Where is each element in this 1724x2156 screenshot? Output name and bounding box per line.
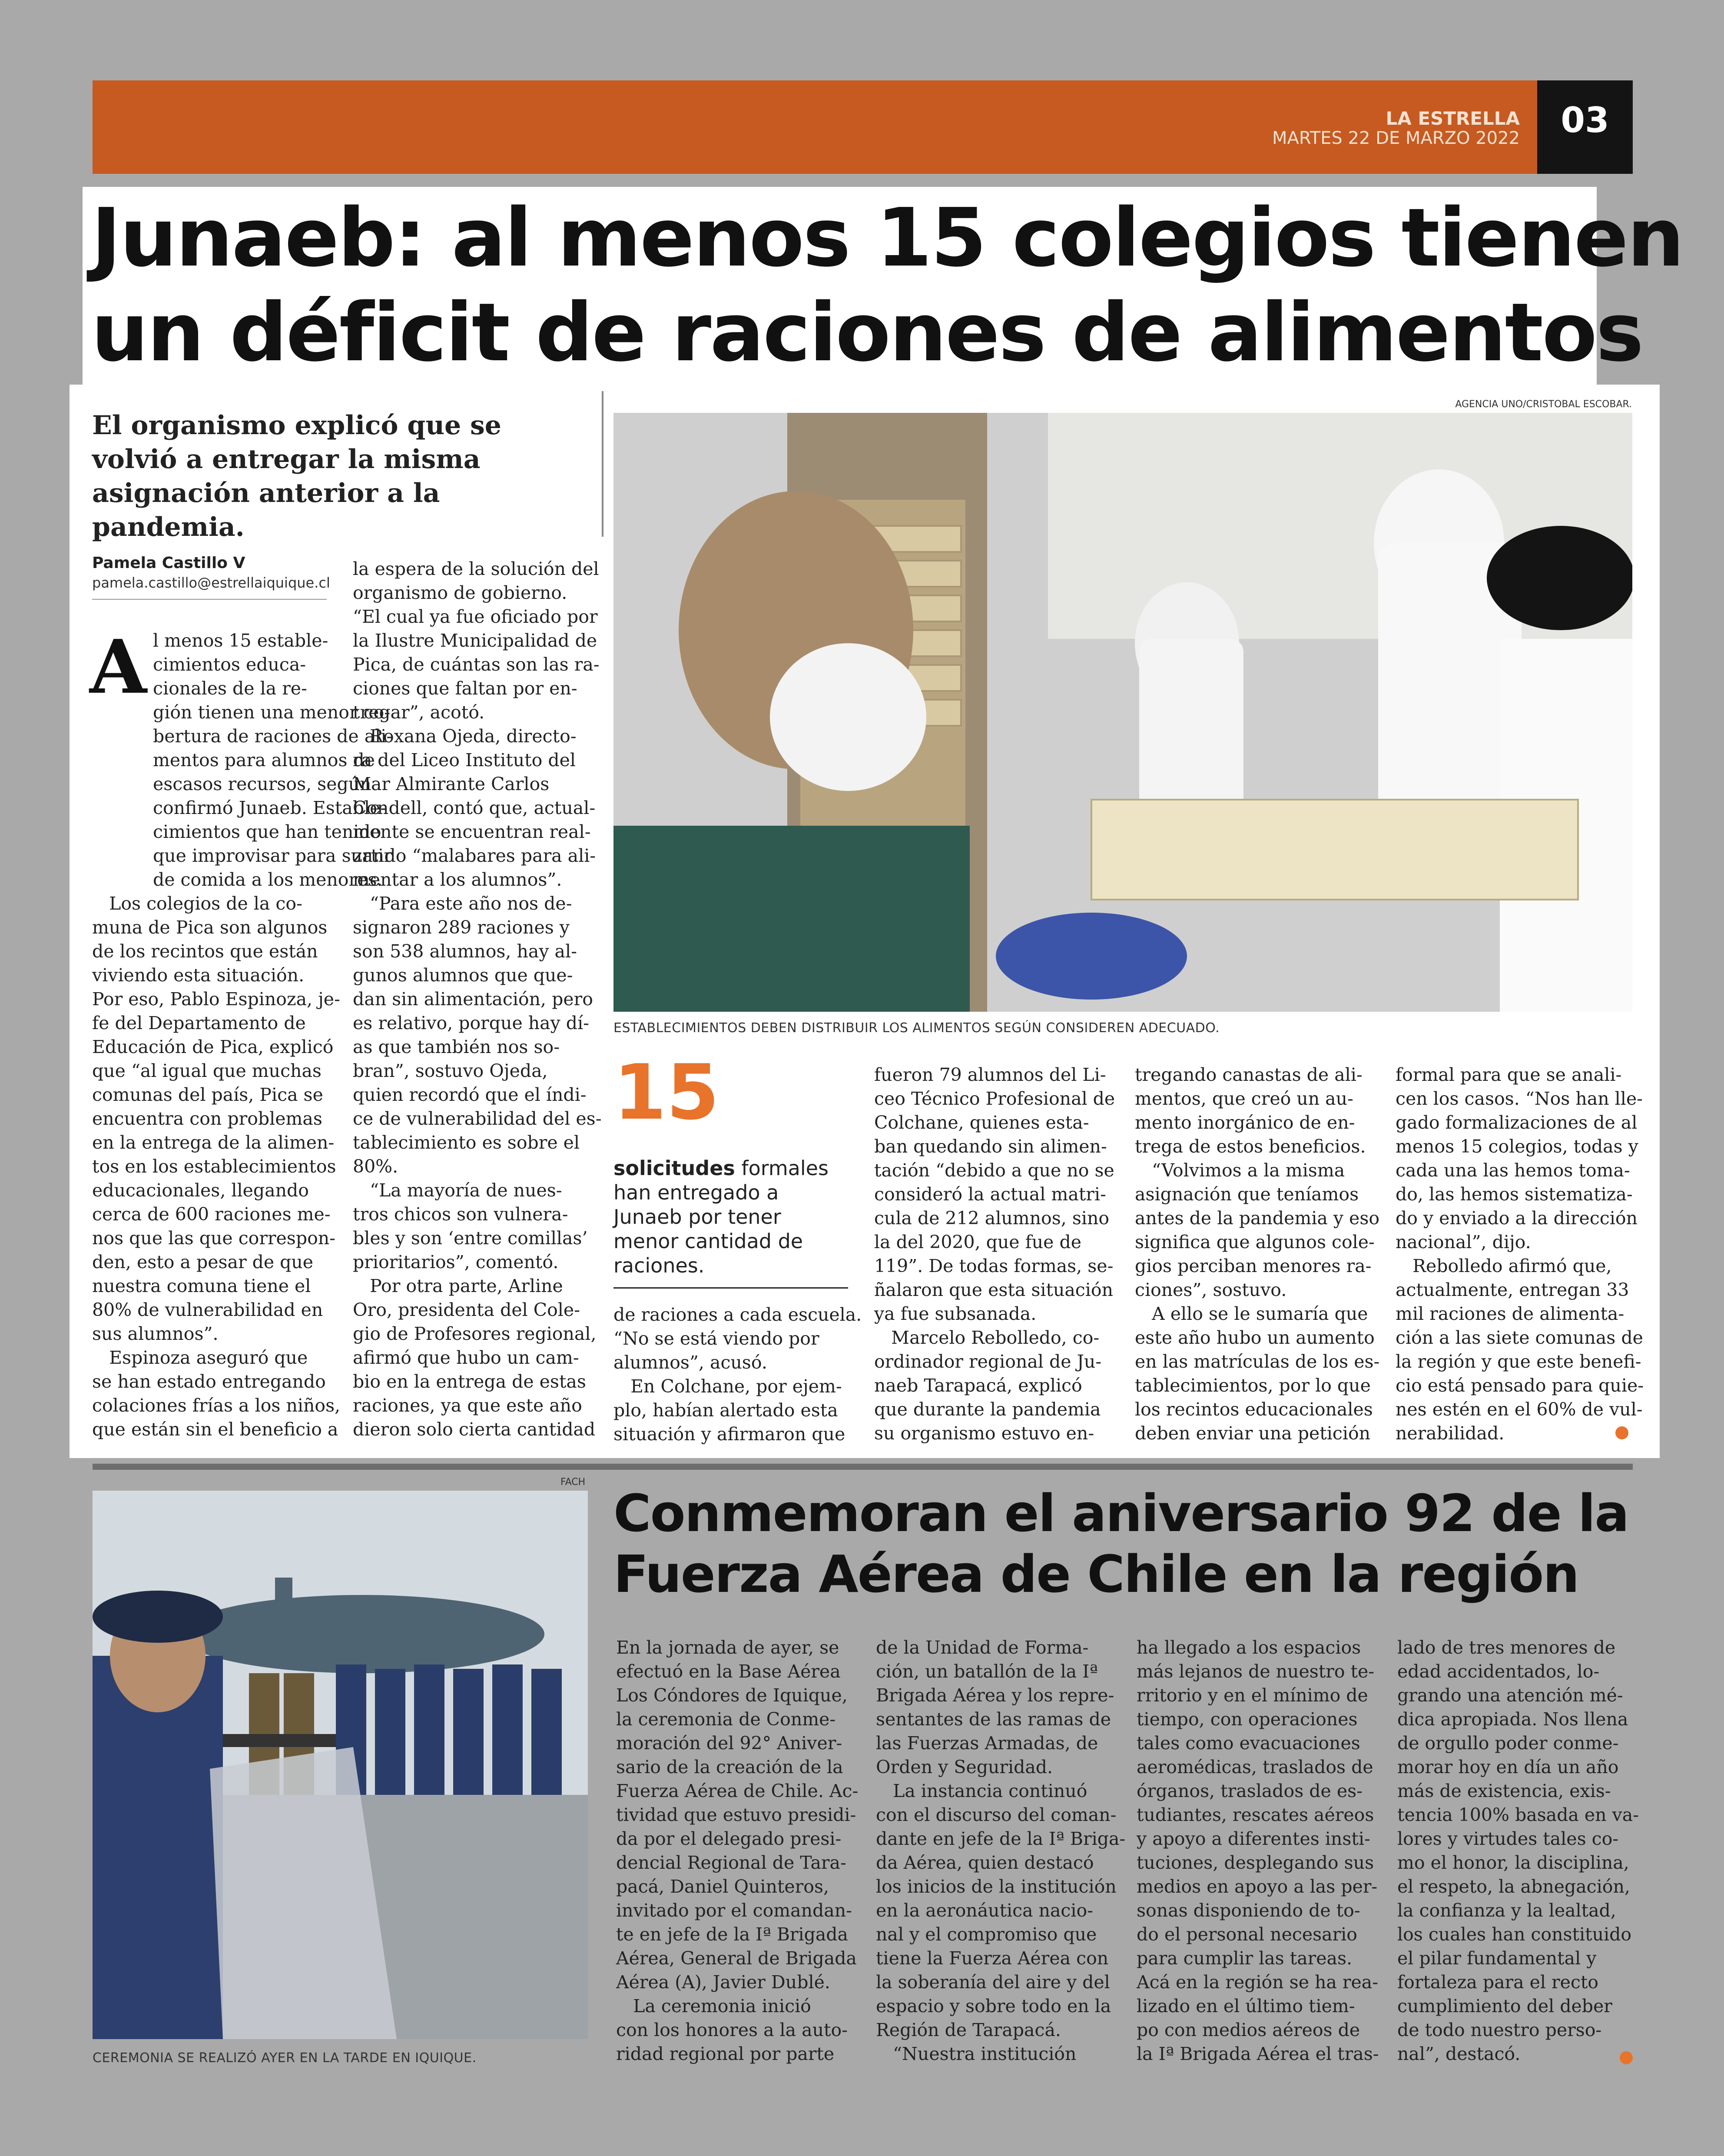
- article2-col4: lado de tres menores de edad accidentados, lo- grando una atención mé- dica apropiada. Nos llena de orgullo poder conme- morar hoy en día un año más de existencia, exis- tencia 100% basada en va- lores y virtudes tales co- mo el honor, la disciplina, el respeto, la abnegación, la confianza y la lealtad, los cuales han constituido el pilar fundamental y fortaleza para el recto cumplimiento del deber de todo nuestro perso- nal”, destacó.: [1397, 1637, 1639, 2064]
- stat-number: 15: [613, 1049, 719, 1137]
- article2-col1: En la jornada de ayer, se efectuó en la Base Aérea Los Cóndores de Iquique, la ceremonia de Conme- moración del 92° Aniver- sario de la creación de la Fuerza Aérea de Chile. Ac- tividad que estuvo presidi- da por el delegado presi- dencial Regional de Tara- pacá, Daniel Quinteros, invitado por el comandan- te en jefe de la Iª Brigada Aérea, General de Brigada Aérea (A), Javier Dublé. La ceremonia inició con los honores a la auto- ridad regional por parte: [616, 1637, 859, 2064]
- article1-col6: formal para que se anali- cen los casos. “Nos han lle- gado formalizaciones de al menos 15 colegios, todas cada una las hemos toma- do, las hemos sistematiza- do y enviado a la dirección nacional”, dijo. Rebolledo afirmó que, actualmente, entregan 33 mil raciones de alimenta- ción a las siete comunas de la región y que este benefi- cio está pensado para quie- nes estén en el 60% de vul- nerabilidad.: [1396, 1064, 1644, 1444]
- stat-rule: [613, 1287, 848, 1289]
- drop-cap: A: [90, 624, 147, 711]
- photo-credit-2: FACH: [560, 1477, 586, 1488]
- photo-caption-2: CEREMONIA SE REALIZÓ AYER EN LA TARDE EN IQUIQUE.: [93, 2050, 477, 2066]
- byline-rule: [92, 599, 327, 600]
- photo-caption-1: ESTABLECIMIENTOS DEBEN DISTRIBUIR LOS ALIMENTOS SEGÚN CONSIDEREN ADECUADO.: [613, 1020, 1220, 1036]
- subtitle-divider: [602, 391, 603, 537]
- article2-headline-1: Conmemoran el aniversario 92 de la: [613, 1483, 1628, 1543]
- kitchen-scene-illustration: [613, 413, 1632, 1012]
- issue-date: MARTES 22 DE MARZO 2022: [1272, 128, 1520, 148]
- author-name: Pamela Castillo V: [92, 554, 245, 572]
- article1-col3: de raciones a cada escuela. “No se está viendo por alumnos”, acusó. En Colchane, por ejem- plo, habían alertado esta situación y afirmaron que: [613, 1304, 862, 1445]
- page-number: 03: [1561, 100, 1609, 140]
- kitchen-photo: [613, 413, 1632, 1012]
- stat-text: formales han entregado a Junaeb por tener menor cantidad de raciones.: [613, 1156, 829, 1277]
- article2-col2: de la Unidad de Forma- ción, un batallón de la Iª Brigada Aérea y los repre- sentantes de las ramas de las Fuerzas Armadas, de Orden y Seguridad. La instancia continuó con el discurso del coman- dante en jefe de la Iª Briga- da Aérea, quien destacó los inicios de la institución en la aeronáutica nacio- nal y el compromiso que tiene la Fuerza Aérea con la soberanía del aire y del espacio y sobre todo en la Región de Tarapacá. “Nuestra institución: [876, 1637, 1126, 2064]
- section-rule: [93, 1464, 1633, 1470]
- article1-col2: la espera de la solución del organismo de gobierno. “El cual ya fue oficiado por la Ilustre Municipalidad de Pica, de cuántas son las ra- ciones que faltan por en- tregar”, acotó. Roxana Ojeda, directo- ra del Liceo Instituto del Mar Almirante Carlos Condell, contó que, actual- mente se encuentran real- zando “malabares para ali- mentar a los alumnos”. “Para este año nos de- signaron 289 raciones y son 538 alumnos, hay al- gunos alumnos que que- dan sin alimentación, pero es relativo, porque hay dí- as que también nos so- bran”, sostuvo Ojeda, quien recordó que el índi- ce de vulnerabilidad del es- tablecimiento es sobre el 80%. “La mayoría de nues- tros chicos son vulnera- bles y son ‘entre comillas’ prioritarios”, comentó. Por otra parte, Arline Oro, presidenta del Cole- gio de Profesores regional, afirmó que hubo un cam- bio en la entrega de estas raciones, ya que este año dieron solo cierta cantidad: [353, 558, 602, 1440]
- article-headline-2: un déficit de raciones de alimentos: [91, 286, 1643, 379]
- author-email: pamela.castillo@estrellaiquique.cl: [92, 575, 330, 591]
- stat-description: [613, 1156, 848, 1278]
- article1-col1-lead: l menos 15 estable- cimientos educa- cionales de la re- gión tienen una bertura de raciones mentos para alumnos escasos recursos, confirmó Junaeb. cimientos que han que improvisar para de comida a los: [153, 630, 348, 890]
- ceremony-photo: [93, 1491, 588, 2039]
- ceremony-scene-illustration: [93, 1491, 588, 2039]
- paper-name: LA ESTRELLA: [1386, 108, 1520, 129]
- article2-col3: ha llegado a los espacios más lejanos de nuestro te- rritorio y en el mínimo de tiempo, con operaciones tales como evacuaciones aeromédicas, traslados de órganos, traslados de es- tudiantes, rescates aéreos y apoyo a diferentes insti- tuciones, desplegando sus medios en apoyo a las per- sonas disponiendo de to- do el personal necesario para cumplir las tareas. Acá en la región se ha rea- lizado en el último tiem- po con medios aéreos de la Iª Brigada Aérea el tras-: [1137, 1637, 1379, 2064]
- article-headline-1: Junaeb: al menos 15 colegios tienen: [91, 191, 1683, 285]
- end-mark-icon-2: [1620, 2051, 1633, 2064]
- article1-col5: tregando canastas de ali- mentos, que creó un au- mento inorgánico de en- trega de estos beneficios. “Volvimos a la misma asignación que teníamos antes de la pandemia y eso significa que algunos cole- gios perciban menores ra- ciones”, sostuvo. A ello se le sumaría que este año hubo un aumento en las matrículas de los es- tablecimientos, por lo que los recintos educacionales deben enviar una petición: [1135, 1064, 1380, 1444]
- photo-credit-1: AGENCIA UNO/CRISTOBAL ESCOBAR.: [1455, 399, 1632, 410]
- article1-col1: Los colegios de la co- muna de Pica son algunos de los recintos que están viviendo esta situación. Por eso, Pablo Espinoza, fe del Departamento de Educación de Pica, explicó que “al igual que muchas comunas del país, Pica se encuentra con problemas en la entrega de la alimen- tos en los establecimientos educacionales, llegando cerca de 600 raciones me- nos que las que correspon- den, esto a pesar de que nuestra comuna tiene el 80% de vulnerabilidad en sus alumnos”. Espinoza aseguró que se han estado entregando colaciones frías a los niños, que están sin el beneficio: [92, 893, 341, 1440]
- end-mark-icon: [1615, 1426, 1628, 1439]
- article-subtitle: El organismo explicó que se volvió a entregar la misma asignación anterior a la pandemia.: [92, 410, 501, 542]
- article2-headline-2: Fuerza Aérea de Chile en la región: [613, 1544, 1579, 1604]
- stat-bold: solicitudes: [613, 1156, 735, 1180]
- header-bar: [93, 80, 1537, 174]
- article1-col4: fueron 79 alumnos del Li- ceo Técnico Profesional de Colchane, quienes esta- ban quedando sin alimen- tación “debido a que no se consideró la actual matri- cula de 212 alumnos, sino la del 2020, que fue de 119”. De todas formas, se- ñalaron que esta situación ya fue subsanada. Marcelo Rebolledo, co- ordinador regional de Ju- naeb Tarapacá, explicó que durante la pandemia su organismo estuvo en-: [874, 1064, 1115, 1444]
